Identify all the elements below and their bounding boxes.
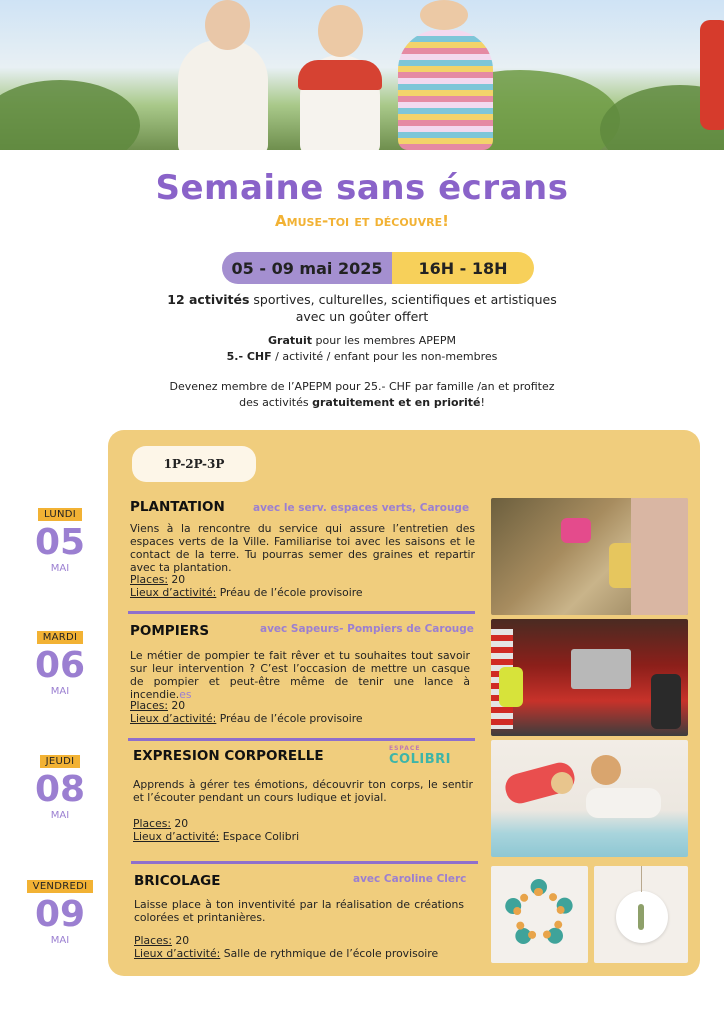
membership-line2-pre: des activités: [239, 396, 313, 409]
day-name: VENDREDI: [27, 880, 94, 893]
activities-text: sportives, culturelles, scientifiques et artistiques: [249, 292, 557, 307]
day-month: MAI: [50, 810, 70, 821]
price-label: 5.- CHF: [226, 350, 272, 363]
location-value: Préau de l’école provisoire: [219, 586, 363, 599]
day-name: LUNDI: [38, 508, 82, 521]
photo-pompiers: [491, 619, 688, 736]
day-badge-friday: [20, 874, 100, 946]
page-title: Semaine sans écrans: [155, 168, 569, 208]
grade-tag: 1P-2P-3P: [132, 446, 256, 482]
location-value: Salle de rythmique de l’école provisoire: [223, 947, 439, 960]
activity-places: [133, 817, 188, 830]
day-month: MAI: [50, 563, 70, 574]
activity-plantation: [130, 499, 480, 609]
intro-pricing: [0, 333, 724, 365]
page-subtitle: Amuse-toi et découvre!: [275, 212, 449, 230]
colibri-logo-text: COLIBRI: [389, 752, 451, 767]
membership-line2-bold: gratuitement et en priorité: [312, 396, 481, 409]
places-value: 20: [171, 573, 186, 586]
location-label: Lieux d’activité:: [130, 586, 217, 599]
day-number: 08: [34, 769, 86, 810]
activity-places: [130, 699, 185, 712]
photo-bricolage-ornament: [594, 866, 688, 963]
activity-partner: avec le serv. espaces verts, Carouge: [253, 502, 470, 514]
places-value: 20: [171, 699, 186, 712]
free-label: Gratuit: [268, 334, 313, 347]
activity-title: BRICOLAGE: [134, 873, 221, 889]
membership-line2-post: !: [480, 396, 485, 409]
day-number: 09: [34, 894, 86, 935]
section-divider: [128, 738, 475, 741]
day-number: 05: [34, 522, 86, 563]
hero-photo-children-running: [0, 0, 724, 150]
membership-line1: Devenez membre de l’APEPM pour 25.- CHF par famille /an et profitez: [169, 380, 555, 393]
activity-location: [130, 586, 363, 599]
intro-activities: [0, 291, 724, 325]
activity-description: Laisse place à ton inventivité par la réalisation de créations colorées et printanières.: [134, 898, 464, 924]
activity-description: Viens à la rencontre du service qui assure l’entretien des espaces verts de la Ville. Familiarise toi avec les saisons et le contact de la terre. Tu pourras semer des graines et repartir avec ta plantation.: [130, 522, 475, 574]
time-range: 16H - 18H: [392, 252, 534, 284]
description-text: Le métier de pompier te fait rêver et tu souhaites tout savoir sur leur intervention ? C’est l’occasion de mettre un casque de pompier et peut-être même de tenir une lance à incendie.: [130, 649, 470, 701]
location-label: Lieux d’activité:: [130, 712, 217, 725]
activity-title: POMPIERS: [130, 623, 210, 639]
activity-title: PLANTATION: [130, 499, 225, 515]
date-banner: [222, 252, 534, 284]
date-range: 05 - 09 mai 2025: [222, 252, 392, 284]
day-number: 06: [34, 645, 86, 686]
location-label: Lieux d’activité:: [134, 947, 221, 960]
activities-text-line2: avec un goûter offert: [295, 309, 429, 324]
activity-pompiers: [130, 623, 480, 733]
activity-location: [130, 712, 363, 725]
section-divider: [131, 861, 478, 864]
activity-location: [134, 947, 438, 960]
day-month: MAI: [50, 686, 70, 697]
day-name: JEUDI: [40, 755, 81, 768]
activity-partner: avec Caroline Clerc: [353, 873, 467, 885]
day-name: MARDI: [37, 631, 84, 644]
activity-description: Apprends à gérer tes émotions, découvrir ton corps, le sentir et l’écouter pendant un cours ludique et jovial.: [133, 778, 473, 804]
location-value: Espace Colibri: [222, 830, 300, 843]
day-badge-thursday: [20, 749, 100, 821]
places-label: Places:: [130, 699, 168, 712]
activity-bricolage: [134, 873, 484, 968]
intro-membership: [0, 379, 724, 411]
activity-places: [130, 573, 185, 586]
activity-location: [133, 830, 299, 843]
photo-expression-corporelle: [491, 740, 688, 857]
free-text: pour les membres APEPM: [312, 334, 456, 347]
photo-bricolage-wreath: [491, 866, 588, 963]
location-value: Préau de l’école provisoire: [219, 712, 363, 725]
location-label: Lieux d’activité:: [133, 830, 220, 843]
activity-title: EXPRESION CORPORELLE: [133, 748, 324, 764]
activities-count: 12 activités: [167, 292, 250, 307]
day-badge-tuesday: [20, 625, 100, 697]
places-value: 20: [175, 934, 190, 947]
day-month: MAI: [50, 935, 70, 946]
photo-plantation: [491, 498, 688, 615]
day-badge-monday: [20, 502, 100, 574]
places-label: Places:: [134, 934, 172, 947]
places-value: 20: [174, 817, 189, 830]
activity-places: [134, 934, 189, 947]
colibri-logo-top: ESPACE: [389, 745, 421, 752]
places-label: Places:: [133, 817, 171, 830]
colibri-logo: [389, 745, 451, 767]
description-tail: es: [179, 688, 192, 701]
places-label: Places:: [130, 573, 168, 586]
section-divider: [128, 611, 475, 614]
activity-partner: avec Sapeurs- Pompiers de Carouge: [260, 623, 474, 635]
price-text: / activité / enfant pour les non-membres: [271, 350, 498, 363]
activity-description: [130, 649, 470, 701]
